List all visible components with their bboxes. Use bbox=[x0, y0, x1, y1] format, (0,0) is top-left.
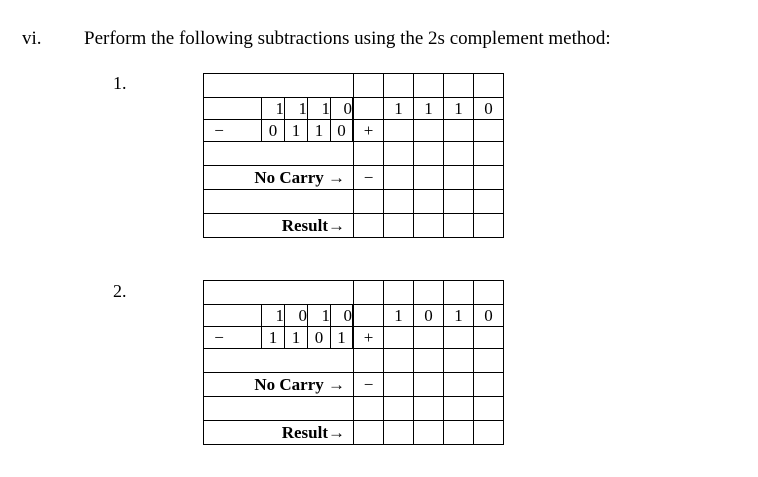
digit: 1 bbox=[261, 305, 284, 326]
cell bbox=[444, 74, 474, 98]
cell bbox=[444, 327, 474, 349]
cell bbox=[444, 349, 474, 373]
cell bbox=[384, 373, 414, 397]
cell bbox=[384, 120, 414, 142]
cell bbox=[204, 349, 354, 373]
cell bbox=[384, 397, 414, 421]
cell bbox=[474, 421, 504, 445]
cell bbox=[384, 349, 414, 373]
no-carry-label: No Carry → bbox=[204, 373, 354, 397]
plus-sign: + bbox=[354, 327, 384, 349]
cell bbox=[414, 349, 444, 373]
cell bbox=[414, 142, 444, 166]
cell bbox=[414, 214, 444, 238]
cell bbox=[354, 142, 384, 166]
minus-sign-right: − bbox=[354, 166, 384, 190]
cell bbox=[384, 190, 414, 214]
right-digit: 0 bbox=[474, 98, 504, 120]
cell bbox=[354, 74, 384, 98]
cell bbox=[414, 190, 444, 214]
cell bbox=[444, 214, 474, 238]
cell bbox=[444, 190, 474, 214]
digit: 0 bbox=[307, 327, 330, 348]
cell bbox=[474, 373, 504, 397]
cell bbox=[414, 327, 444, 349]
digit: 0 bbox=[284, 305, 307, 326]
cell bbox=[354, 98, 384, 120]
cell bbox=[414, 421, 444, 445]
cell bbox=[444, 397, 474, 421]
plus-sign: + bbox=[354, 120, 384, 142]
cell bbox=[204, 142, 354, 166]
subtrahend-digits bbox=[261, 327, 353, 348]
cell bbox=[444, 142, 474, 166]
cell bbox=[354, 421, 384, 445]
cell bbox=[384, 142, 414, 166]
cell bbox=[354, 190, 384, 214]
cell bbox=[384, 281, 414, 305]
cell bbox=[474, 397, 504, 421]
cell bbox=[414, 166, 444, 190]
cell bbox=[414, 281, 444, 305]
minus-sign: − bbox=[214, 328, 224, 347]
digit: 1 bbox=[330, 327, 353, 348]
digit: 0 bbox=[330, 98, 353, 119]
cell bbox=[474, 120, 504, 142]
digit: 1 bbox=[307, 305, 330, 326]
cell bbox=[444, 421, 474, 445]
cell bbox=[204, 190, 354, 214]
problem-1-table bbox=[203, 73, 504, 238]
cell bbox=[354, 397, 384, 421]
right-digit: 1 bbox=[444, 305, 474, 327]
cell bbox=[414, 397, 444, 421]
digit: 1 bbox=[284, 98, 307, 119]
digit: 1 bbox=[307, 98, 330, 119]
digit: 0 bbox=[261, 120, 284, 141]
minuend-cell bbox=[204, 98, 354, 120]
digit: 1 bbox=[284, 120, 307, 141]
subtrahend-cell bbox=[204, 120, 354, 142]
minuend-digits bbox=[261, 98, 353, 119]
cell bbox=[354, 349, 384, 373]
cell bbox=[384, 327, 414, 349]
digit: 0 bbox=[330, 120, 353, 141]
cell bbox=[444, 120, 474, 142]
problem-1-number: 1. bbox=[113, 73, 127, 93]
cell bbox=[384, 421, 414, 445]
right-digit: 0 bbox=[474, 305, 504, 327]
subtrahend-digits bbox=[261, 120, 353, 141]
cell bbox=[354, 305, 384, 327]
problem-2-number: 2. bbox=[113, 281, 127, 301]
item-numeral: vi. bbox=[22, 28, 42, 49]
digit: 1 bbox=[284, 327, 307, 348]
cell bbox=[384, 214, 414, 238]
cell bbox=[444, 281, 474, 305]
minuend-cell bbox=[204, 305, 354, 327]
cell bbox=[414, 120, 444, 142]
cell bbox=[204, 74, 354, 98]
digit: 1 bbox=[307, 120, 330, 141]
problem-2-table bbox=[203, 280, 504, 445]
minus-sign-right: − bbox=[354, 373, 384, 397]
cell bbox=[354, 214, 384, 238]
result-label: Result→ bbox=[204, 421, 354, 445]
cell bbox=[204, 397, 354, 421]
digit: 0 bbox=[330, 305, 353, 326]
cell bbox=[384, 74, 414, 98]
cell bbox=[474, 74, 504, 98]
cell bbox=[474, 349, 504, 373]
cell bbox=[474, 214, 504, 238]
digit: 1 bbox=[261, 327, 284, 348]
cell bbox=[444, 373, 474, 397]
digit: 1 bbox=[261, 98, 284, 119]
minuend-digits bbox=[261, 305, 353, 326]
cell bbox=[474, 327, 504, 349]
cell bbox=[474, 281, 504, 305]
right-digit: 1 bbox=[444, 98, 474, 120]
right-digit: 1 bbox=[384, 305, 414, 327]
cell bbox=[444, 166, 474, 190]
cell bbox=[474, 142, 504, 166]
cell bbox=[384, 166, 414, 190]
no-carry-label: No Carry → bbox=[204, 166, 354, 190]
right-digit: 1 bbox=[384, 98, 414, 120]
cell bbox=[414, 373, 444, 397]
cell bbox=[474, 190, 504, 214]
cell bbox=[354, 281, 384, 305]
cell bbox=[204, 281, 354, 305]
instruction-text: Perform the following subtractions using the 2s complement method: bbox=[84, 28, 611, 49]
right-digit: 0 bbox=[414, 305, 444, 327]
subtrahend-cell bbox=[204, 327, 354, 349]
result-label: Result→ bbox=[204, 214, 354, 238]
minus-sign: − bbox=[214, 121, 224, 140]
cell bbox=[474, 166, 504, 190]
cell bbox=[414, 74, 444, 98]
right-digit: 1 bbox=[414, 98, 444, 120]
